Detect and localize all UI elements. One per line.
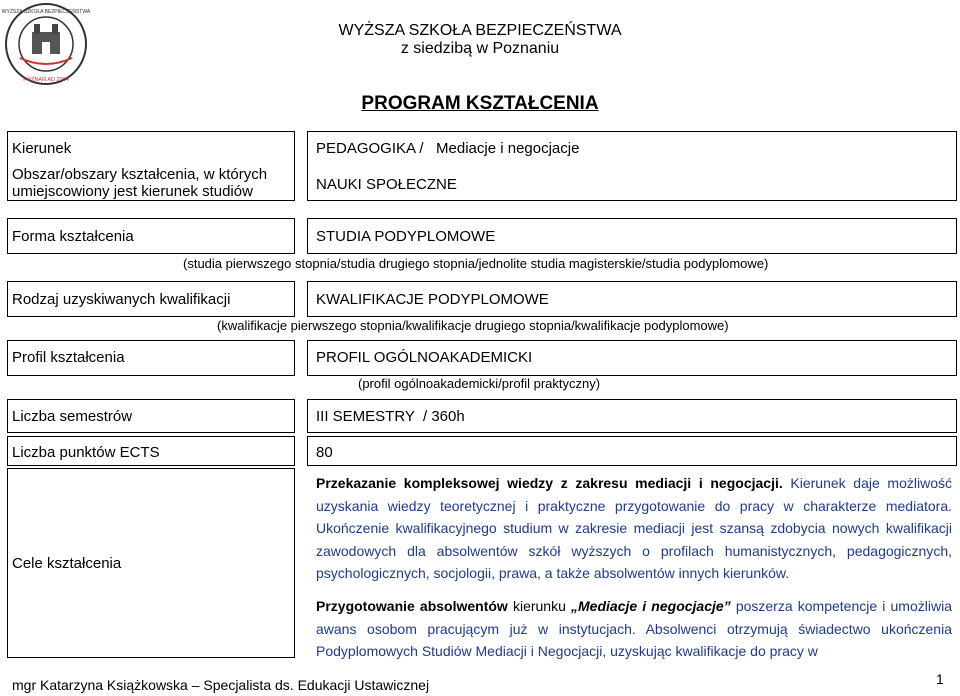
cele-label: Cele kształcenia — [12, 555, 122, 572]
ects-label: Liczba punktów ECTS — [12, 444, 160, 461]
semestry-label: Liczba semestrów — [12, 408, 133, 425]
forma-label: Forma kształcenia — [12, 228, 134, 245]
cele-paragraph-2-program-name: „Mediacje i negocjacje” — [571, 598, 731, 614]
page-title: PROGRAM KSZTAŁCENIA — [361, 93, 599, 114]
svg-text:WYŻSZA SZKOŁA BEZPIECZEŃSTWA: WYŻSZA SZKOŁA BEZPIECZEŃSTWA — [2, 9, 90, 15]
profil-value: PROFIL OGÓLNOAKADEMICKI — [316, 349, 533, 366]
kierunek-value: PEDAGOGIKA / Mediacje i negocjacje — [316, 140, 580, 157]
obszar-value: NAUKI SPOŁECZNE — [316, 176, 457, 193]
cele-paragraph-1 — [316, 472, 952, 585]
rodzaj-note: (kwalifikacje pierwszego stopnia/kwalifikacje drugiego stopnia/kwalifikacje podyplomowe) — [217, 318, 729, 333]
forma-note: (studia pierwszego stopnia/studia drugiego stopnia/jednolite studia magisterskie/studia podyplomowe) — [183, 256, 769, 271]
semestry-value: III SEMESTRY / 360h — [316, 408, 465, 425]
kierunek-label: Kierunek — [12, 140, 72, 157]
rodzaj-value: KWALIFIKACJE PODYPLOMOWE — [316, 291, 549, 308]
profil-label: Profil kształcenia — [12, 349, 125, 366]
page-number: 1 — [936, 671, 944, 687]
profil-note: (profil ogólnoakademicki/profil praktyczny) — [358, 376, 601, 391]
cele-paragraph-2-connector: kierunku — [507, 598, 572, 614]
forma-value: STUDIA PODYPLOMOWE — [316, 228, 496, 245]
rodzaj-label: Rodzaj uzyskiwanych kwalifikacji — [12, 291, 231, 308]
university-name: WYŻSZA SZKOŁA BEZPIECZEŃSTWA — [338, 22, 622, 39]
university-city: z siedzibą w Poznaniu — [400, 40, 560, 57]
ects-value-box — [307, 436, 957, 466]
obszar-label-line2: umiejscowiony jest kierunek studiów — [12, 183, 253, 200]
footer-author: mgr Katarzyna Książkowska – Specjalista ds. Edukacji Ustawicznej — [12, 677, 430, 693]
cele-paragraph-2 — [316, 595, 952, 663]
cele-paragraph-2-body: poszerza kompetencje i umożliwia awans osobom pracującym już w instytucjach. Absolwenci otrzymują świadectwo ukończenia Podyplomowych Studiów Mediacji i Negocjacji, uzyskując kwalifikacje do pracy w — [316, 598, 952, 659]
cele-paragraph-1-lead: Przekazanie kompleksowej wiedzy z zakresu mediacji i negocjacji. — [316, 475, 783, 491]
cele-paragraph-2-lead: Przygotowanie absolwentów — [316, 598, 508, 614]
obszar-label-line1: Obszar/obszary kształcenia, w których — [12, 166, 268, 183]
cele-paragraph-1-body: Kierunek daje możliwość uzyskania wiedzy teoretycznej i praktyczne przygotowanie do pracy w charakterze mediatora. Ukończenie kwalifikacyjnego studium w zakresie mediacji jest szansą zdobycia nowych kwalifikacji zawodowych dla absolwentów szkół wyższych o profilach humanistycznych, pedagogicznych, psychologicznych, socjologii, prawa, a także absolwentów innych kierunków. — [316, 475, 952, 581]
ects-value: 80 — [316, 444, 333, 461]
svg-text:POZNAŃ AD 2004: POZNAŃ AD 2004 — [23, 77, 69, 83]
